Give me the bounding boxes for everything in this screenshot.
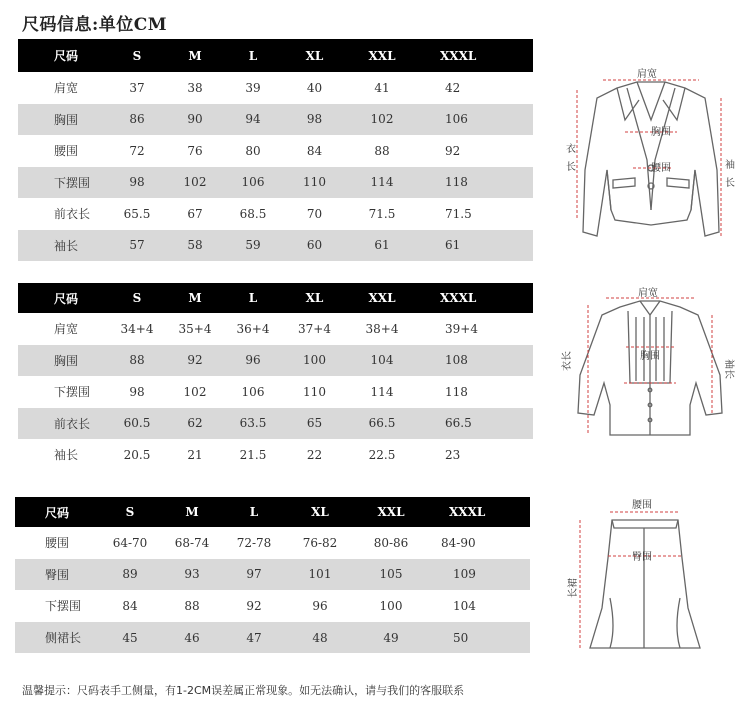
table-cell: 34+4	[120, 321, 154, 336]
row-label: 肩宽	[54, 322, 79, 337]
table-cell: 102	[347, 104, 417, 136]
table-cell: 47	[223, 622, 285, 654]
header-cell: S	[99, 497, 161, 527]
table-row	[15, 622, 530, 654]
table-cell: 67	[187, 206, 203, 221]
blouse-size-table	[18, 283, 533, 471]
table-row	[18, 198, 533, 230]
table-cell: 37	[129, 80, 145, 95]
row-label: 前衣长	[18, 408, 108, 440]
table-cell: 101	[285, 559, 355, 591]
table-cell: 106	[241, 384, 265, 399]
table-cell: 118	[417, 167, 533, 199]
header-cell: XXXL	[417, 39, 533, 72]
table-cell: 89	[99, 559, 161, 591]
table-cell: 22.5	[368, 447, 396, 462]
table-cell: 88	[184, 598, 200, 613]
row-label: 前衣长	[54, 207, 91, 222]
table-cell: 84-90	[441, 535, 476, 550]
table-cell: 84	[122, 598, 138, 613]
table-cell: 22	[306, 447, 323, 462]
header-cell: XXL	[347, 283, 417, 313]
page-title: 尺码信息:单位CM	[22, 15, 168, 35]
header-cell: XL	[282, 39, 347, 72]
blouse-length-label: 衣长	[562, 351, 573, 371]
row-label: 腰围	[54, 144, 79, 159]
skirt-length-label: 长裙	[568, 578, 579, 598]
table-cell: 104	[347, 345, 417, 377]
table-cell: 105	[355, 559, 427, 591]
table-cell: 59	[224, 230, 282, 262]
table-cell: 104	[453, 598, 476, 613]
table-row	[18, 72, 533, 104]
table-cell: 36+4	[236, 321, 270, 336]
table-cell: 106	[417, 104, 533, 136]
table-cell: 102	[166, 167, 224, 199]
header-cell: M	[166, 39, 224, 72]
table-header-row	[15, 497, 530, 527]
table-cell: 96	[312, 598, 328, 613]
table-cell: 110	[282, 167, 347, 199]
table-cell: 21.5	[239, 447, 267, 462]
table-cell: 48	[285, 622, 355, 654]
row-label: 下摆围	[18, 167, 108, 199]
table-cell: 92	[246, 598, 262, 613]
table-row	[18, 135, 533, 167]
table-cell: 96	[224, 345, 282, 377]
table-cell: 86	[108, 104, 166, 136]
header-cell: XXL	[355, 497, 427, 527]
table-cell: 70	[306, 206, 323, 221]
jacket-outline	[583, 82, 719, 236]
table-cell: 98	[282, 104, 347, 136]
row-label: 臀围	[15, 559, 99, 591]
table-cell: 40	[306, 80, 323, 95]
table-cell: 42	[445, 80, 461, 95]
table-cell: 100	[379, 598, 403, 613]
table-row	[15, 559, 530, 591]
table-row	[18, 104, 533, 136]
table-row	[18, 230, 533, 262]
table-cell: 71.5	[368, 206, 396, 221]
table-row	[15, 590, 530, 622]
table-cell: 97	[223, 559, 285, 591]
header-cell: L	[224, 283, 282, 313]
table-cell: 92	[166, 345, 224, 377]
skirt-diagram	[570, 498, 720, 663]
header-cell: XXXL	[427, 497, 530, 527]
header-cell: L	[223, 497, 285, 527]
row-label: 袖长	[54, 448, 79, 463]
header-cell: 尺码	[18, 283, 108, 313]
row-label: 下摆围	[54, 385, 91, 400]
table-cell: 63.5	[224, 408, 282, 440]
table-cell: 58	[166, 230, 224, 262]
header-cell: S	[108, 283, 166, 313]
row-label: 胸围	[18, 104, 108, 136]
table-cell: 108	[417, 345, 533, 377]
table-cell: 76	[187, 143, 203, 158]
table-cell: 84	[306, 143, 323, 158]
row-label: 侧裙长	[15, 622, 99, 654]
table-cell: 80-86	[373, 535, 409, 550]
measurement-note: 温馨提示：尺码表手工侧量，有1-2CM误差属正常现象。如无法确认，请与我们的客服联系	[22, 684, 465, 697]
table-cell: 38+4	[365, 321, 399, 336]
header-cell: XXL	[347, 39, 417, 72]
jacket-sleeve-label-top: 袖	[725, 160, 735, 171]
table-cell: 98	[129, 384, 145, 399]
blouse-chest-label: 胸围	[640, 351, 660, 362]
table-cell: 21	[187, 447, 203, 462]
table-cell: 65	[282, 408, 347, 440]
skirt-waist-label: 腰围	[632, 500, 652, 511]
table-cell: 20.5	[123, 447, 151, 462]
row-label: 下摆围	[45, 599, 82, 614]
table-cell: 64-70	[112, 535, 148, 550]
table-cell: 60	[282, 230, 347, 262]
table-cell: 90	[166, 104, 224, 136]
jacket-shoulder-label: 肩宽	[637, 69, 657, 80]
table-cell: 61	[417, 230, 533, 262]
table-cell: 23	[445, 447, 461, 462]
jacket-measure-lines	[577, 80, 721, 236]
table-cell: 61	[347, 230, 417, 262]
table-cell: 100	[282, 345, 347, 377]
table-cell: 76-82	[302, 535, 338, 550]
header-cell: L	[224, 39, 282, 72]
table-cell: 88	[374, 143, 390, 158]
table-cell: 94	[224, 104, 282, 136]
table-row	[18, 167, 533, 199]
table-cell: 98	[108, 167, 166, 199]
table-cell: 68-74	[174, 535, 210, 550]
jacket-size-table	[18, 39, 533, 261]
table-cell: 114	[347, 167, 417, 199]
table-header-row	[18, 283, 533, 313]
skirt-size-table	[15, 497, 530, 653]
jacket-waist-label: 腰围	[651, 163, 671, 174]
table-cell: 88	[108, 345, 166, 377]
table-cell: 66.5	[347, 408, 417, 440]
table-cell: 110	[303, 384, 326, 399]
jacket-length-label-top: 衣	[566, 144, 576, 155]
row-label: 腰围	[45, 536, 70, 551]
table-cell: 37+4	[298, 321, 331, 336]
table-cell: 41	[374, 80, 390, 95]
row-label: 袖长	[18, 230, 108, 262]
table-cell: 92	[445, 143, 461, 158]
blouse-shoulder-label: 肩宽	[638, 288, 658, 299]
table-cell: 57	[108, 230, 166, 262]
table-cell: 39+4	[445, 321, 478, 336]
table-row	[18, 313, 533, 345]
header-cell: XXXL	[417, 283, 533, 313]
blouse-outline	[578, 301, 722, 435]
header-cell: XL	[282, 283, 347, 313]
table-row	[18, 376, 533, 408]
table-cell: 109	[427, 559, 530, 591]
table-cell: 118	[445, 384, 468, 399]
header-cell: 尺码	[18, 39, 108, 72]
row-label: 肩宽	[54, 81, 79, 96]
table-cell: 35+4	[178, 321, 212, 336]
blouse-sleeve-label: 袖长	[723, 359, 734, 379]
header-cell: XL	[285, 497, 355, 527]
jacket-length-label-bottom: 长	[566, 162, 576, 173]
table-cell: 49	[355, 622, 427, 654]
table-header-row	[18, 39, 533, 72]
table-cell: 60.5	[108, 408, 166, 440]
table-cell: 71.5	[445, 206, 472, 221]
table-cell: 106	[224, 167, 282, 199]
table-cell: 45	[99, 622, 161, 654]
jacket-chest-label: 胸围	[651, 127, 671, 138]
table-cell: 72	[129, 143, 145, 158]
blouse-diagram	[560, 285, 745, 445]
table-cell: 72-78	[236, 535, 272, 550]
jacket-diagram	[555, 60, 745, 250]
header-cell: 尺码	[15, 497, 99, 527]
table-cell: 102	[183, 384, 207, 399]
table-cell: 93	[161, 559, 223, 591]
header-cell: M	[161, 497, 223, 527]
table-row	[18, 345, 533, 377]
table-cell: 68.5	[239, 206, 267, 221]
table-cell: 50	[427, 622, 530, 654]
table-cell: 65.5	[123, 206, 151, 221]
table-row	[18, 408, 533, 440]
table-cell: 62	[166, 408, 224, 440]
skirt-hip-label: 臀围	[632, 552, 652, 563]
skirt-outline	[590, 520, 700, 648]
row-label: 胸围	[18, 345, 108, 377]
table-cell: 39	[245, 80, 261, 95]
table-row	[15, 527, 530, 559]
table-row	[18, 439, 533, 471]
header-cell: S	[108, 39, 166, 72]
table-cell: 38	[187, 80, 203, 95]
table-cell: 46	[161, 622, 223, 654]
table-cell: 66.5	[417, 408, 533, 440]
header-cell: M	[166, 283, 224, 313]
jacket-sleeve-label-bottom: 长	[725, 178, 735, 189]
table-cell: 80	[245, 143, 261, 158]
table-cell: 114	[370, 384, 394, 399]
skirt-measure-lines	[580, 512, 682, 648]
